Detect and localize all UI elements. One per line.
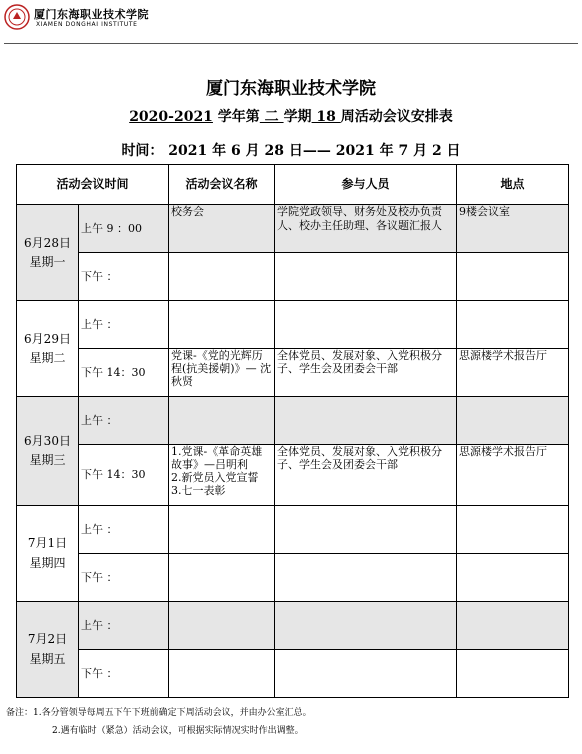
- logo-text-cn: 厦门东海职业技术学院: [34, 8, 149, 21]
- location: [457, 397, 569, 444]
- slot-time: 上午 ：: [79, 301, 169, 348]
- participants: [275, 649, 457, 698]
- day-cell: [17, 205, 79, 301]
- date-range: 时间： 2021 年 6 月 28 日—— 2021 年 7 月 2 日: [121, 143, 461, 159]
- day-weekday: 星期四: [29, 555, 66, 570]
- day-weekday: 星期三: [29, 453, 66, 468]
- slot-time: 下午 14：30: [79, 444, 169, 506]
- day-cell: [17, 301, 79, 397]
- location: 思源楼学术报告厅: [457, 444, 569, 506]
- participants: [275, 553, 457, 601]
- event-name: [169, 553, 275, 601]
- day-cell: [17, 397, 79, 506]
- location: [457, 602, 569, 649]
- participants: [275, 252, 457, 300]
- slot-time: 下午 ：: [79, 252, 169, 300]
- location: [457, 649, 569, 698]
- participants: [275, 397, 457, 444]
- header: [0, 0, 582, 40]
- table-row: [17, 301, 569, 348]
- slot-time: 上午 ：: [79, 602, 169, 649]
- header-people: 参与人员: [275, 165, 457, 205]
- event-name: [169, 506, 275, 553]
- event-name: [169, 301, 275, 348]
- table-header-row: [17, 165, 569, 205]
- slot-time: 上午 ：: [79, 397, 169, 444]
- slot-time: 下午 ：: [79, 649, 169, 698]
- day-date: 6月30日: [24, 433, 71, 448]
- day-date: 6月29日: [24, 331, 71, 346]
- day-date: 7月2日: [27, 632, 68, 647]
- location: [457, 553, 569, 601]
- week-number: 18: [311, 109, 341, 125]
- participants: [275, 301, 457, 348]
- location: 9楼会议室: [457, 205, 569, 252]
- header-time: 活动会议时间: [17, 165, 169, 205]
- day-cell: [17, 602, 79, 698]
- slot-time: 上午 ：: [79, 506, 169, 553]
- footnotes: [6, 704, 312, 740]
- header-divider: [4, 43, 578, 44]
- event-name: 1.党课-《革命英雄故事》—吕明利 2.新党员入党宣誓 3.七一表彰: [169, 444, 275, 506]
- table-row: [17, 553, 569, 601]
- table-row: [17, 252, 569, 300]
- table-row: [17, 348, 569, 396]
- participants: 全体党员、发展对象、入党积极分子、学生会及团委会干部: [275, 348, 457, 396]
- event-name: [169, 602, 275, 649]
- note-2: 2.遇有临时（紧急）活动会议，可根据实际情况实时作出调整。: [52, 726, 304, 736]
- term-number: 二: [259, 109, 284, 125]
- event-name: [169, 397, 275, 444]
- table-row: [17, 397, 569, 444]
- participants: 全体党员、发展对象、入党积极分子、学生会及团委会干部: [275, 444, 457, 506]
- location: [457, 301, 569, 348]
- table-row: [17, 649, 569, 698]
- day-weekday: 星期一: [29, 254, 66, 269]
- day-date: 6月28日: [24, 235, 71, 250]
- participants: [275, 602, 457, 649]
- day-date: 7月1日: [27, 536, 68, 551]
- table-row: [17, 444, 569, 506]
- table-row: [17, 205, 569, 252]
- participants: [275, 506, 457, 553]
- schedule-subtitle: 2020-2021 学年第 二 学期 18 周活动会议安排表: [129, 109, 453, 125]
- header-name: 活动会议名称: [169, 165, 275, 205]
- logo-text-en: XIAMEN DONGHAI INSTITUTE: [36, 21, 138, 28]
- table-row: [17, 602, 569, 649]
- event-name: [169, 649, 275, 698]
- event-name: 校务会: [169, 205, 275, 252]
- day-weekday: 星期五: [29, 651, 66, 666]
- table-row: [17, 506, 569, 553]
- day-weekday: 星期二: [29, 350, 66, 365]
- location: [457, 252, 569, 300]
- participants: 学院党政领导、财务处及校办负责人、校办主任助理、各议题汇报人: [275, 205, 457, 252]
- day-cell: [17, 506, 79, 602]
- page-title: 厦门东海职业技术学院: [206, 79, 376, 99]
- slot-time: 下午 14：30: [79, 348, 169, 396]
- slot-time: 下午 ：: [79, 553, 169, 601]
- academic-year: 2020-2021: [129, 109, 213, 125]
- event-name: [169, 252, 275, 300]
- header-place: 地点: [457, 165, 569, 205]
- location: [457, 506, 569, 553]
- location: 思源楼学术报告厅: [457, 348, 569, 396]
- note-1: 备注：1.各分管领导每周五下午下班前确定下周活动会议，并由办公室汇总。: [6, 708, 312, 718]
- school-seal-icon: [4, 4, 30, 30]
- schedule-table: [16, 164, 569, 698]
- event-name: 党课-《党的光辉历程(抗美援朝)》— 沈秋贤: [169, 348, 275, 396]
- slot-time: 上午 9 ：00: [79, 205, 169, 252]
